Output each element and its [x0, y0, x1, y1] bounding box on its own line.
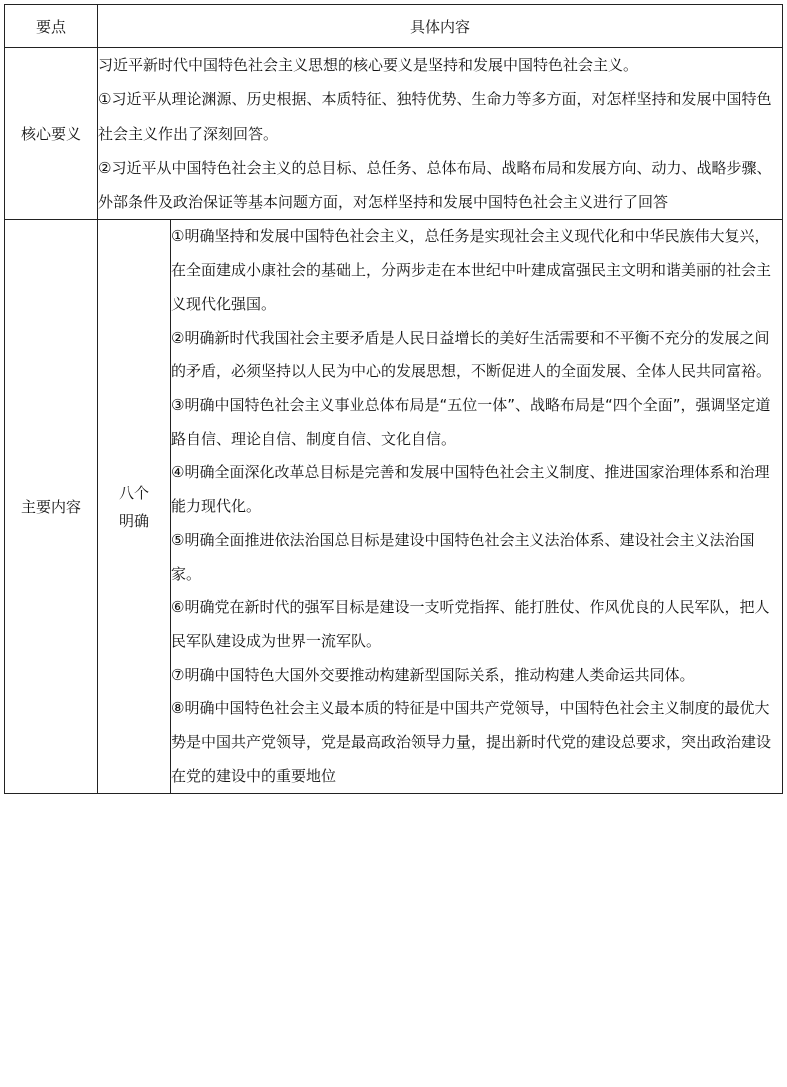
- core-label: 核心要义: [20, 124, 81, 143]
- list-item: ⑤明确全面推进依法治国总目标是建设中国特色社会主义法治体系、建设社会主义法治国家。: [171, 530, 755, 583]
- main-label: 主要内容: [20, 497, 81, 516]
- header-key-point: 要点: [5, 5, 98, 48]
- header-row: [5, 5, 783, 48]
- sub-label: 八个明确: [118, 483, 149, 530]
- outline-table: [4, 4, 783, 794]
- list-item: ②明确新时代我国社会主要矛盾是人民日益增长的美好生活需要和不平衡不充分的发展之间的矛盾，必须坚持以人民为中心的发展思想，不断促进人的全面发展、全体人民共同富裕。: [171, 328, 772, 381]
- eight-items-cell: [171, 220, 783, 794]
- list-item: ⑥明确党在新时代的强军目标是建设一支听党指挥、能打胜仗、作风优良的人民军队，把人民军队建设成为世界一流军队。: [171, 598, 770, 650]
- list-item: ①明确坚持和发展中国特色社会主义，总任务是实现社会主义现代化和中华民族伟大复兴，在全面建成小康社会的基础上，分两步走在本世纪中叶建成富强民主文明和谐美丽的社会主义现代化强国。: [171, 227, 772, 313]
- list-item: ③明确中国特色社会主义事业总体布局是“五位一体”、战略布局是“四个全面”，强调坚定道路自信、理论自信、制度自信、文化自信。: [171, 396, 771, 448]
- list-item: ⑧明确中国特色社会主义最本质的特征是中国共产党领导，中国特色社会主义制度的最优大势是中国共产党领导，党是最高政治领导力量，提出新时代党的建设总要求，突出政治建设在党的建设中的重要地位: [171, 699, 772, 785]
- main-row: [5, 220, 783, 794]
- core-row: [5, 48, 783, 220]
- list-item: ⑦明确中国特色大国外交要推动构建新型国际关系，推动构建人类命运共同体。: [171, 665, 695, 684]
- core-paragraph: 习近平新时代中国特色社会主义思想的核心要义是坚持和发展中国特色社会主义。: [98, 56, 639, 74]
- list-item: ④明确全面深化改革总目标是完善和发展中国特色社会主义制度、推进国家治理体系和治理能力现代化。: [171, 463, 770, 516]
- core-paragraph: ②习近平从中国特色社会主义的总目标、总任务、总体布局、战略布局和发展方向、动力、战略步骤、外部条件及政治保证等基本问题方面，对怎样坚持和发展中国特色社会主义进行了回答: [98, 158, 772, 212]
- core-paragraph: ①习近平从理论渊源、历史根据、本质特征、独特优势、生命力等多方面，对怎样坚持和发展中国特色社会主义作出了深刻回答。: [98, 90, 772, 143]
- core-content-cell: [98, 48, 783, 220]
- core-label-cell: [5, 48, 98, 220]
- sub-label-cell: [98, 220, 171, 794]
- header-details: 具体内容: [98, 5, 783, 48]
- main-label-cell: [5, 220, 98, 794]
